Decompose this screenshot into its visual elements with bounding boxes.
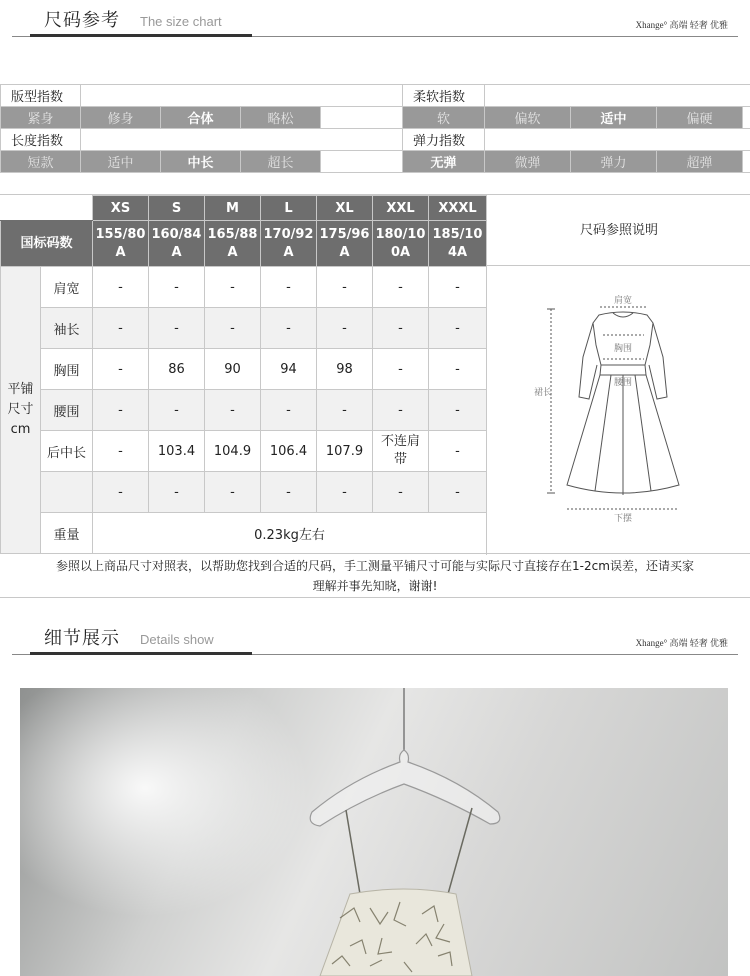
fit-option: 修身: [81, 107, 161, 129]
details-title: 细节展示: [44, 628, 120, 649]
fit-option: 紧身: [1, 107, 81, 129]
table-cell: -: [429, 308, 487, 349]
size-chart-header: [0, 0, 750, 40]
table-cell: 106.4: [261, 431, 317, 472]
length-option-selected: 中长: [161, 151, 241, 173]
table-cell: -: [261, 308, 317, 349]
length-option-blank: [321, 151, 403, 173]
details-header: [0, 618, 750, 658]
table-cell: -: [93, 349, 149, 390]
intl-code: 185/10 4A: [429, 221, 487, 267]
size-guide: [486, 195, 750, 555]
label-length: 裙长: [533, 388, 553, 398]
table-cell: -: [205, 390, 261, 431]
table-cell: -: [93, 431, 149, 472]
size-header: M: [205, 196, 261, 221]
intl-code: 160/84 A: [149, 221, 205, 267]
note-line-2: 理解并事先知晓，谢谢!: [312, 579, 438, 593]
table-cell: -: [429, 431, 487, 472]
table-cell: -: [373, 390, 429, 431]
soft-option: 偏硬: [657, 107, 743, 129]
size-chart-title: 尺码参考: [44, 10, 120, 31]
stretch-index-blank: [485, 129, 750, 151]
size-header: S: [149, 196, 205, 221]
table-cell: -: [93, 308, 149, 349]
table-cell: -: [205, 472, 261, 513]
table-cell: -: [317, 472, 373, 513]
stretch-option: 弹力: [571, 151, 657, 173]
soft-option: 软: [403, 107, 485, 129]
table-cell: -: [261, 267, 317, 308]
brand-tagline: Xhange° 高端 轻奢 优雅: [635, 638, 728, 648]
weight-value: 0.23kg左右: [93, 513, 487, 554]
intl-code: 155/80 A: [93, 221, 149, 267]
table-cell: -: [149, 472, 205, 513]
table-cell: -: [149, 390, 205, 431]
table-cell: -: [261, 390, 317, 431]
fit-index-label: 版型指数: [1, 85, 81, 107]
table-cell: 90: [205, 349, 261, 390]
table-cell: 94: [261, 349, 317, 390]
soft-index-label: 柔软指数: [403, 85, 485, 107]
table-cell: 86: [149, 349, 205, 390]
soft-index-blank: [485, 85, 750, 107]
intl-code: 165/88 A: [205, 221, 261, 267]
row-name-waist: 腰围: [41, 390, 93, 431]
header-accent-bar: [30, 652, 252, 655]
fit-option: 略松: [241, 107, 321, 129]
brand-tagline: Xhange° 高端 轻奢 优雅: [635, 20, 728, 30]
size-header: XXXL: [429, 196, 487, 221]
size-header: L: [261, 196, 317, 221]
intl-code: 180/10 0A: [373, 221, 429, 267]
row-name-shoulder: 肩宽: [41, 267, 93, 308]
table-cell: -: [205, 267, 261, 308]
length-option: 短款: [1, 151, 81, 173]
table-cell: -: [429, 267, 487, 308]
fit-index-blank: [81, 85, 403, 107]
product-photo: [20, 688, 728, 976]
table-cell: 104.9: [205, 431, 261, 472]
length-index-label: 长度指数: [1, 129, 81, 151]
size-chart-subtitle: The size chart: [140, 14, 222, 29]
table-cell: -: [429, 472, 487, 513]
table-cell: -: [261, 472, 317, 513]
table-cell: 107.9: [317, 431, 373, 472]
soft-option: 偏软: [485, 107, 571, 129]
label-waist: 腰围: [613, 378, 633, 388]
length-option: 超长: [241, 151, 321, 173]
table-cell: -: [429, 349, 487, 390]
length-option: 适中: [81, 151, 161, 173]
table-cell: -: [317, 308, 373, 349]
stretch-option: 微弹: [485, 151, 571, 173]
header-accent-bar: [30, 34, 252, 37]
row-name-blank: [41, 472, 93, 513]
length-index-blank: [81, 129, 403, 151]
hanger-dress-image: [20, 688, 728, 976]
table-cell: -: [149, 308, 205, 349]
details-subtitle: Details show: [140, 632, 214, 647]
table-corner: [1, 196, 93, 221]
size-guide-divider: [487, 265, 750, 266]
size-section: [0, 194, 750, 554]
stretch-option: 超弹: [657, 151, 743, 173]
size-table: [0, 195, 487, 554]
table-cell: -: [149, 267, 205, 308]
row-name-back-length: 后中长: [41, 431, 93, 472]
table-cell: -: [373, 267, 429, 308]
intl-code: 170/92 A: [261, 221, 317, 267]
table-cell: 不连肩带: [373, 431, 429, 472]
intl-size-label: 国标码数: [1, 221, 93, 267]
table-cell: -: [93, 267, 149, 308]
soft-option-blank: [743, 107, 750, 129]
table-cell: 103.4: [149, 431, 205, 472]
table-cell: -: [373, 349, 429, 390]
intl-code: 175/96 A: [317, 221, 373, 267]
flat-size-label: 平铺 尺寸 cm: [1, 267, 41, 554]
stretch-index-label: 弹力指数: [403, 129, 485, 151]
size-header: XXL: [373, 196, 429, 221]
table-cell: -: [317, 267, 373, 308]
table-cell: -: [429, 390, 487, 431]
fit-option-selected: 合体: [161, 107, 241, 129]
label-hem: 下摆: [613, 514, 633, 524]
soft-option-selected: 适中: [571, 107, 657, 129]
table-cell: -: [93, 390, 149, 431]
size-header: XS: [93, 196, 149, 221]
fit-option-blank: [321, 107, 403, 129]
table-cell: 98: [317, 349, 373, 390]
label-shoulder: 肩宽: [613, 296, 633, 306]
table-cell: -: [317, 390, 373, 431]
table-cell: -: [373, 472, 429, 513]
stretch-option-blank: [743, 151, 750, 173]
stretch-option-selected: 无弹: [403, 151, 485, 173]
note-line-1: 参照以上商品尺寸对照表，以帮助您找到合适的尺码，手工测量平铺尺寸可能与实际尺寸直接存在1-2cm误差，还请买家: [56, 559, 694, 573]
label-chest: 胸围: [613, 344, 633, 354]
size-header: XL: [317, 196, 373, 221]
index-table: [0, 84, 750, 173]
row-name-weight: 重量: [41, 513, 93, 554]
size-guide-title: 尺码参照说明: [579, 223, 658, 238]
dress-diagram-icon: [527, 287, 707, 527]
row-name-chest: 胸围: [41, 349, 93, 390]
table-cell: -: [93, 472, 149, 513]
table-cell: -: [373, 308, 429, 349]
table-cell: -: [205, 308, 261, 349]
measurement-note: [0, 554, 750, 598]
row-name-sleeve: 袖长: [41, 308, 93, 349]
